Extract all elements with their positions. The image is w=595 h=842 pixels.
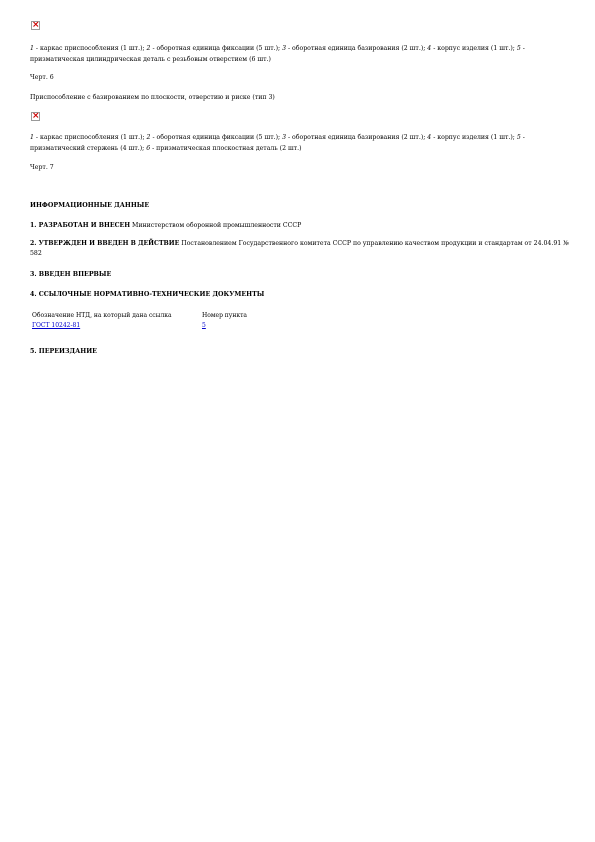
caption-text: - оборотная единица базирования (2 шт.); [286, 45, 428, 52]
item-1-text: Министерством оборонной промышленности СССР [130, 222, 302, 229]
caption-text: - призматический стержень (4 шт.); [30, 134, 525, 152]
caption-num: 4 [427, 134, 432, 141]
info-item-4: 4. ССЫЛОЧНЫЕ НОРМАТИВНО-ТЕХНИЧЕСКИЕ ДОКУМЕНТЫ [30, 291, 265, 298]
item-1-label: 1. РАЗРАБОТАН И ВНЕСЕН [30, 222, 131, 229]
caption-text: - каркас приспособления (1 шт.); [33, 134, 147, 141]
caption-num: 1 [30, 45, 34, 52]
caption-num: 2 [146, 134, 151, 141]
table-row [30, 321, 249, 331]
figure-7-caption [30, 132, 570, 154]
caption-text: - каркас приспособления (1 шт.); [33, 45, 147, 52]
broken-image-icon [31, 112, 40, 121]
figure-6-caption [30, 43, 570, 65]
info-item-5: 5. ПЕРЕИЗДАНИЕ [30, 348, 97, 355]
caption-num: 3 [282, 134, 286, 141]
caption-num: 5 [516, 45, 521, 52]
item-2-text: Постановлением Государственного комитета СССР по управлению качеством продукции и стандартам от 24.04.91 № 582 [30, 240, 570, 257]
figure-7-label: Черт. 7 [30, 164, 54, 171]
info-heading: ИНФОРМАЦИОННЫЕ ДАННЫЕ [30, 202, 150, 209]
broken-image-icon [31, 21, 40, 30]
caption-text: - корпус изделия (1 шт.); [431, 134, 517, 141]
gost-link[interactable]: ГОСТ 10242-81 [32, 322, 81, 329]
caption-num: 1 [30, 134, 34, 141]
item-2-label: 2. УТВЕРЖДЕН И ВВЕДЕН В ДЕЙСТВИЕ [30, 240, 180, 247]
caption-text: - оборотная единица фиксации (5 шт.); [150, 45, 283, 52]
table-header-cell: Номер пункта [202, 312, 247, 319]
info-item-1 [30, 221, 570, 231]
caption-num: 4 [427, 45, 432, 52]
caption-num: 3 [282, 45, 286, 52]
caption-text: - оборотная единица базирования (2 шт.); [286, 134, 428, 141]
caption-num: 5 [516, 134, 521, 141]
table-cell [200, 321, 249, 331]
figure-6-label: Черт. 6 [30, 74, 54, 81]
caption-text: - призматическая плоскостная деталь (2 шт.) [150, 145, 302, 152]
caption-text: - оборотная единица фиксации (5 шт.); [150, 134, 283, 141]
caption-num: 2 [146, 45, 151, 52]
caption-num: 6 [146, 145, 151, 152]
references-table [30, 311, 249, 331]
info-item-2 [30, 239, 570, 259]
info-item-3: 3. ВВЕДЕН ВПЕРВЫЕ [30, 271, 112, 278]
clause-link[interactable]: 5 [202, 322, 206, 329]
figure-7-title: Приспособление с базированием по плоскости, отверстию и риске (тип 3) [30, 94, 275, 101]
caption-text: - корпус изделия (1 шт.); [431, 45, 517, 52]
table-header-cell: Обозначение НТД, на который дана ссылка [32, 312, 172, 319]
caption-text: - призматическая цилиндрическая деталь с резьбовым отверстием (6 шт.) [30, 45, 525, 63]
table-header-row [30, 311, 249, 321]
table-cell [30, 321, 200, 331]
